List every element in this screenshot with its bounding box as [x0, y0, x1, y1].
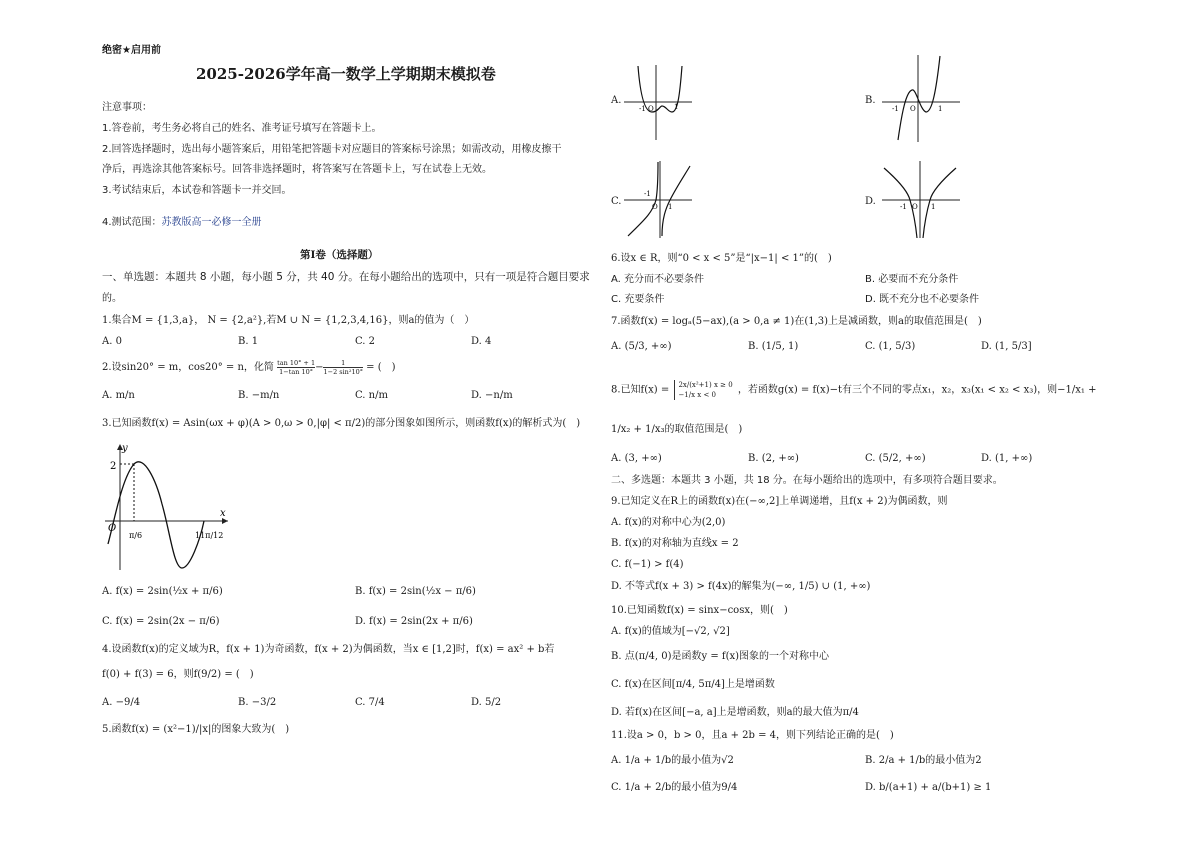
q5-stem: 5.函数f(x) = (x²−1)/|x|的图象大致为( )	[102, 724, 290, 735]
single-choice-heading-cont: 的。	[102, 293, 122, 304]
q5-graph-b-label: B.	[865, 95, 876, 106]
q8-line1a: 8.已知f(x) =	[611, 384, 670, 396]
q8-piece1: 2x/(x²+1) x ≥ 0	[678, 381, 733, 389]
q8-option-a: A. (3, +∞)	[611, 453, 662, 464]
q3-option-c: C. f(x) = 2sin(2x − π/6)	[102, 616, 220, 627]
q8-line1b: ，若函数g(x) = f(x)−t有三个不同的零点x₁，x₂，x₃(x₁ < x₂ < x₃)，则−1/x₁ +	[737, 384, 1097, 396]
q8-piecewise	[674, 380, 732, 400]
q2-option-a: A. m/n	[102, 390, 135, 401]
q2-frac2-num: 1	[323, 359, 363, 368]
q11-option-a: A. 1/a + 1/b的最小值为√2	[611, 755, 734, 766]
q2-option-d: D. −n/m	[471, 390, 513, 401]
q7-option-b: B. (1/5, 1)	[748, 341, 799, 352]
q3-origin-label: O	[108, 523, 117, 534]
q4-option-c: C. 7/4	[355, 697, 385, 708]
q5a-tick-neg1: -1	[639, 105, 646, 113]
q3-x-label: x	[220, 508, 226, 519]
q2-frac2-den: 1−2 sin²10°	[323, 368, 363, 376]
test-scope-label: 4.测试范围：	[102, 217, 162, 228]
q2-frac1-num: tan 10° + 1	[277, 359, 316, 367]
q8-piece2: −1/x x < 0	[678, 391, 717, 399]
q5b-tick-neg1: -1	[892, 105, 899, 113]
single-choice-heading: 一、单选题：本题共 8 小题，每小题 5 分，共 40 分。在每小题给出的选项中，只有一项是符合题目要求	[102, 271, 590, 283]
secret-label: 绝密★启用前	[102, 45, 161, 56]
q2-option-c: C. n/m	[355, 390, 388, 401]
q3-curve	[108, 462, 204, 568]
q5b-tick-1: 1	[938, 105, 943, 113]
q2-option-b: B. −m/n	[238, 390, 280, 401]
q11-option-b: B. 2/a + 1/b的最小值为2	[865, 755, 982, 766]
note-item: 1.答卷前，考生务必将自己的姓名、准考证号填写在答题卡上。	[102, 123, 382, 134]
q4-option-a: A. −9/4	[102, 697, 141, 708]
q9-option-d: D. 不等式f(x + 3) > f(4x)的解集为(−∞, 1/5) ∪ (1, +∞)	[611, 581, 871, 592]
part1-heading: 第Ⅰ卷（选择题）	[300, 249, 379, 261]
q6-option-c: C. 充要条件	[611, 294, 665, 305]
q7-stem: 7.函数f(x) = logₐ(5−ax),(a > 0,a ≠ 1)在(1,3)上是减函数，则a的取值范围是( )	[611, 316, 982, 327]
q1-option-d: D. 4	[471, 336, 492, 347]
q6-option-a: A. 充分而不必要条件	[611, 274, 705, 285]
q3-option-a: A. f(x) = 2sin(½x + π/6)	[102, 586, 223, 597]
q5d-tick-neg1: -1	[900, 203, 907, 211]
test-scope-value: 苏教版高一必修一全册	[161, 217, 262, 228]
q2-stem	[102, 359, 396, 376]
q1-stem: 1.集合M = {1,3,a}， N = {2,a²},若M ∪ N = {1,2,3,4,16}，则a的值为（ ）	[102, 315, 475, 326]
q10-option-a: A. f(x)的值域为[−√2, √2]	[611, 626, 730, 637]
q3-sine-graph	[100, 440, 235, 575]
q7-option-d: D. (1, 5/3]	[981, 341, 1032, 352]
q5c-origin: O	[652, 203, 658, 211]
q8-option-d: D. (1, +∞)	[981, 453, 1033, 464]
q5d-tick-1: 1	[931, 203, 936, 211]
q4-option-b: B. −3/2	[238, 697, 277, 708]
q5d-origin: O	[912, 203, 918, 211]
q10-option-c: C. f(x)在区间[π/4, 5π/4]上是增函数	[611, 679, 775, 690]
q3-option-b: B. f(x) = 2sin(½x − π/6)	[355, 586, 476, 597]
q5-graph-b	[880, 52, 965, 144]
q8-option-c: C. (5/2, +∞)	[865, 453, 926, 464]
q5-graph-a-label: A.	[611, 95, 622, 106]
q5-graph-c	[622, 158, 697, 240]
q2-stem-a: 2.设sin20° = m，cos20° = n，化简	[102, 362, 274, 373]
q8-option-b: B. (2, +∞)	[748, 453, 799, 464]
q2-fraction-2	[323, 359, 363, 376]
q10-option-b: B. 点(π/4, 0)是函数y = f(x)图象的一个对称中心	[611, 651, 830, 662]
q2-fraction-1	[277, 359, 315, 376]
test-scope	[102, 216, 262, 229]
q9-stem: 9.已知定义在R上的函数f(x)在(−∞,2]上单调递增，且f(x + 2)为偶函数，则	[611, 496, 948, 507]
q3-option-d: D. f(x) = 2sin(2x + π/6)	[355, 616, 473, 627]
q5-graph-a	[622, 62, 697, 142]
q3-tick1-label: π/6	[129, 531, 143, 540]
q8-line1	[611, 380, 1096, 400]
q1-option-b: B. 1	[238, 336, 259, 347]
q4-line2: f(0) + f(3) = 6，则f(9/2) = ( )	[102, 669, 254, 680]
q5b-curve	[898, 56, 943, 140]
notes-heading: 注意事项：	[102, 102, 152, 113]
q10-stem: 10.已知函数f(x) = sinx−cosx，则( )	[611, 605, 788, 616]
q5-graph-d-label: D.	[865, 196, 876, 207]
q1-option-c: C. 2	[355, 336, 376, 347]
q6-option-b: B. 必要而不充分条件	[865, 274, 959, 285]
q5d-curve-right	[923, 168, 956, 238]
page-title: 2025-2026学年高一数学上学期期末模拟卷	[196, 65, 496, 83]
q2-minus: −	[315, 362, 324, 373]
q3-y-label: y	[122, 443, 128, 454]
q4-option-d: D. 5/2	[471, 697, 502, 708]
note-item: 净后，再选涂其他答案标号。回答非选择题时，将答案写在答题卡上，写在试卷上无效。	[102, 164, 492, 175]
q5b-origin: O	[910, 105, 916, 113]
q5c-tick-neg1: -1	[644, 190, 651, 198]
q5a-origin: O	[648, 105, 654, 113]
q6-stem: 6.设x ∈ R，则“0 < x < 5”是“|x−1| < 1”的( )	[611, 253, 832, 264]
q11-stem: 11.设a > 0，b > 0，且a + 2b = 4，则下列结论正确的是( )	[611, 730, 894, 741]
note-item: 3.考试结束后，本试卷和答题卡一并交回。	[102, 185, 292, 196]
q4-line1: 4.设函数f(x)的定义域为R，f(x + 1)为奇函数，f(x + 2)为偶函数，当x ∈ [1,2]时，f(x) = ax² + b若	[102, 644, 555, 655]
q5a-tick-1: 1	[674, 103, 679, 111]
q9-option-c: C. f(−1) > f(4)	[611, 559, 684, 570]
q3-tick2-label: 11π/12	[195, 531, 224, 540]
q5c-tick-1: 1	[668, 203, 673, 211]
q3-stem: 3.已知函数f(x) = Asin(ωx + φ)(A > 0,ω > 0,|φ| < π/2)的部分图象如图所示，则函数f(x)的解析式为( )	[102, 418, 581, 429]
q3-peak-label: 2	[110, 461, 117, 472]
q11-option-d: D. b/(a+1) + a/(b+1) ≥ 1	[865, 782, 992, 793]
q9-option-b: B. f(x)的对称轴为直线x = 2	[611, 538, 739, 549]
multi-choice-heading: 二、多选题：本题共 3 小题，共 18 分。在每小题给出的选项中，有多项符合题目要求。	[611, 475, 1003, 486]
q5c-curve-left	[628, 162, 658, 236]
q5-graph-c-label: C.	[611, 196, 622, 207]
q8-line2: 1/x₂ + 1/x₃的取值范围是( )	[611, 424, 743, 435]
q5c-curve-right	[662, 166, 690, 236]
q1-option-a: A. 0	[102, 336, 122, 347]
q9-option-a: A. f(x)的对称中心为(2,0)	[611, 517, 726, 528]
q2-frac1-den: 1−tan 10°	[279, 368, 314, 376]
q11-option-c: C. 1/a + 2/b的最小值为9/4	[611, 782, 738, 793]
note-item: 2.回答选择题时，选出每小题答案后，用铅笔把答题卡对应题目的答案标号涂黑；如需改动，用橡皮擦干	[102, 144, 562, 155]
q7-option-a: A. (5/3, +∞)	[611, 341, 672, 352]
q6-option-d: D. 既不充分也不必要条件	[865, 294, 980, 305]
q7-option-c: C. (1, 5/3)	[865, 341, 916, 352]
q2-stem-b: = ( )	[363, 362, 396, 373]
q10-option-d: D. 若f(x)在区间[−a, a]上是增函数，则a的最大值为π/4	[611, 707, 859, 718]
q5-graph-d	[880, 158, 965, 240]
